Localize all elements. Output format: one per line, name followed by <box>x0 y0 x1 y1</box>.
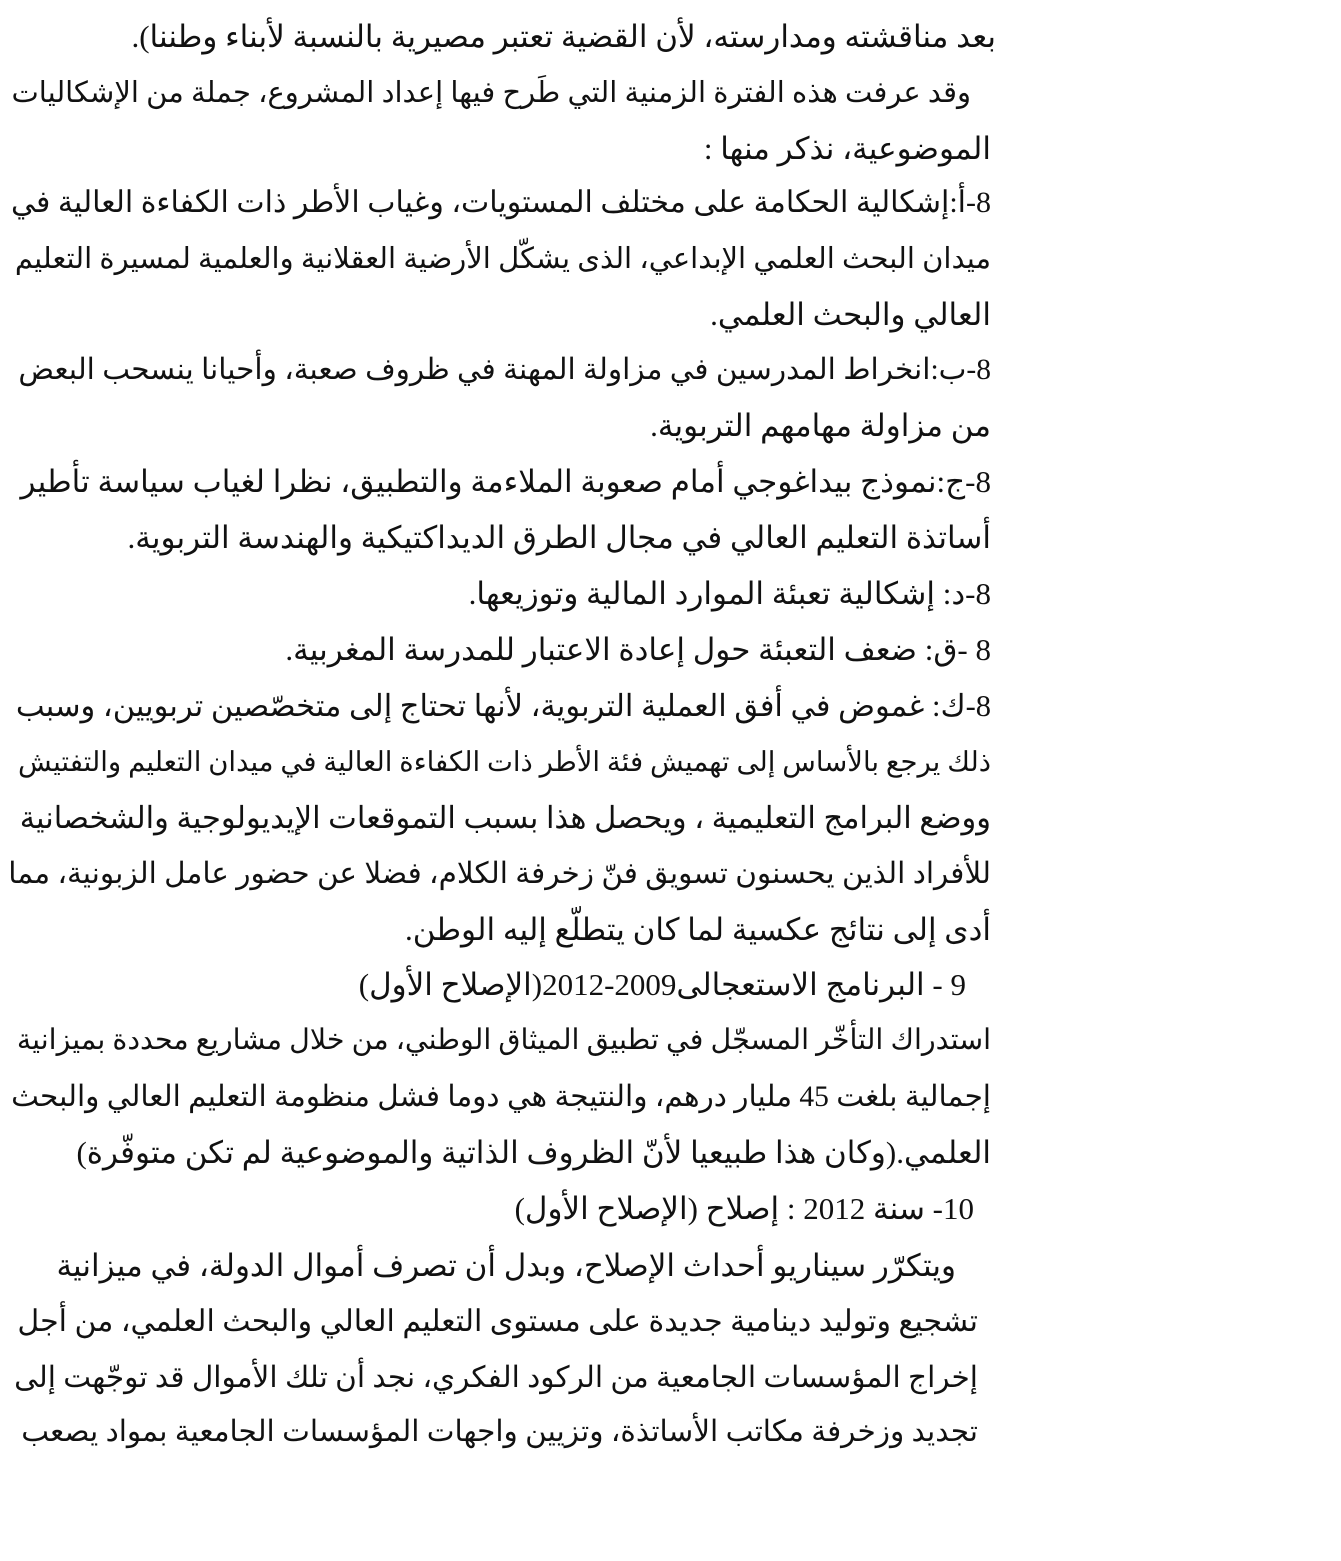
text-line-22: 10- سنة 2012 : إصلاح (الإصلاح الأول) <box>514 1191 974 1226</box>
text-line-24: تشجيع وتوليد دينامية جديدة على مستوى التعليم العالي والبحث العلمي، من أجل <box>17 1305 978 1338</box>
text-line-7: 8-ب:انخراط المدرسين في مزاولة المهنة في ظروف صعبة، وأحيانا ينسحب البعض <box>18 354 991 386</box>
text-line-21: العلمي.(وكان هذا طبيعيا لأنّ الظروف الذاتية والموضوعية لم تكن متوفّرة) <box>76 1135 991 1170</box>
text-line-12: 8 -ق: ضعف التعبئة حول إعادة الاعتبار للمدرسة المغربية. <box>285 632 991 667</box>
text-line-4: 8-أ:إشكالية الحكامة على مختلف المستويات، وغياب الأطر ذات الكفاءة العالية في <box>11 186 991 219</box>
text-line-14: ذلك يرجع بالأساس إلى تهميش فئة الأطر ذات الكفاءة العالية في ميدان التعليم والتفتيش <box>18 746 991 777</box>
text-line-10: أساتذة التعليم العالي في مجال الطرق الديداكتيكية والهندسة التربوية. <box>127 520 991 555</box>
text-line-17: أدى إلى نتائج عكسية لما كان يتطلّع إليه الوطن. <box>405 912 991 947</box>
text-line-11: 8-د: إشكالية تعبئة الموارد المالية وتوزيعها. <box>468 576 991 611</box>
text-line-25: إخراج المؤسسات الجامعية من الركود الفكري، نجد أن تلك الأموال قد توجّهت إلى <box>14 1362 978 1394</box>
text-line-1: بعد مناقشته ومدارسته، لأن القضية تعتبر مصيرية بالنسبة لأبناء وطننا). <box>131 19 996 54</box>
text-line-15: ووضع البرامج التعليمية ، ويحصل هذا بسبب التموقعات الإيديولوجية والشخصانية <box>19 801 991 835</box>
text-line-16: للأفراد الذين يحسنون تسويق فنّ زخرفة الكلام، فضلا عن حضور عامل الزبونية، مما <box>8 858 991 890</box>
text-line-3: الموضوعية، نذكر منها : <box>703 131 991 166</box>
text-line-19: استدراك التأخّر المسجّل في تطبيق الميثاق الوطني، من خلال مشاريع محددة بميزانية <box>16 1025 991 1056</box>
text-line-9: 8-ج:نموذج بيداغوجي أمام صعوبة الملاءمة والتطبيق، نظرا لغياب سياسة تأطير <box>20 464 991 499</box>
text-line-23: ويتكرّر سيناريو أحداث الإصلاح، وبدل أن تصرف أموال الدولة، في ميزانية <box>56 1248 956 1283</box>
text-line-8: من مزاولة مهامهم التربوية. <box>650 408 991 443</box>
text-line-20: إجمالية بلغت 45 مليار درهم، والنتيجة هي دوما فشل منظومة التعليم العالي والبحث <box>11 1081 991 1113</box>
text-line-2: وقد عرفت هذه الفترة الزمنية التي طَرح فيها إعداد المشروع، جملة من الإشكاليات <box>11 77 971 109</box>
text-line-26: تجديد وزخرفة مكاتب الأساتذة، وتزيين واجهات المؤسسات الجامعية بمواد يصعب <box>21 1416 978 1448</box>
text-line-6: العالي والبحث العلمي. <box>710 297 991 332</box>
text-line-18: 9 - البرنامج الاستعجالى2009-2012(الإصلاح الأول) <box>358 967 966 1002</box>
text-line-13: 8-ك: غموض في أفق العملية التربوية، لأنها تحتاج إلى متخصّصين تربويين، وسبب <box>15 689 991 723</box>
text-line-5: ميدان البحث العلمي الإبداعي، الذى يشكّل الأرضية العقلانية والعلمية لمسيرة التعليم <box>14 243 991 275</box>
